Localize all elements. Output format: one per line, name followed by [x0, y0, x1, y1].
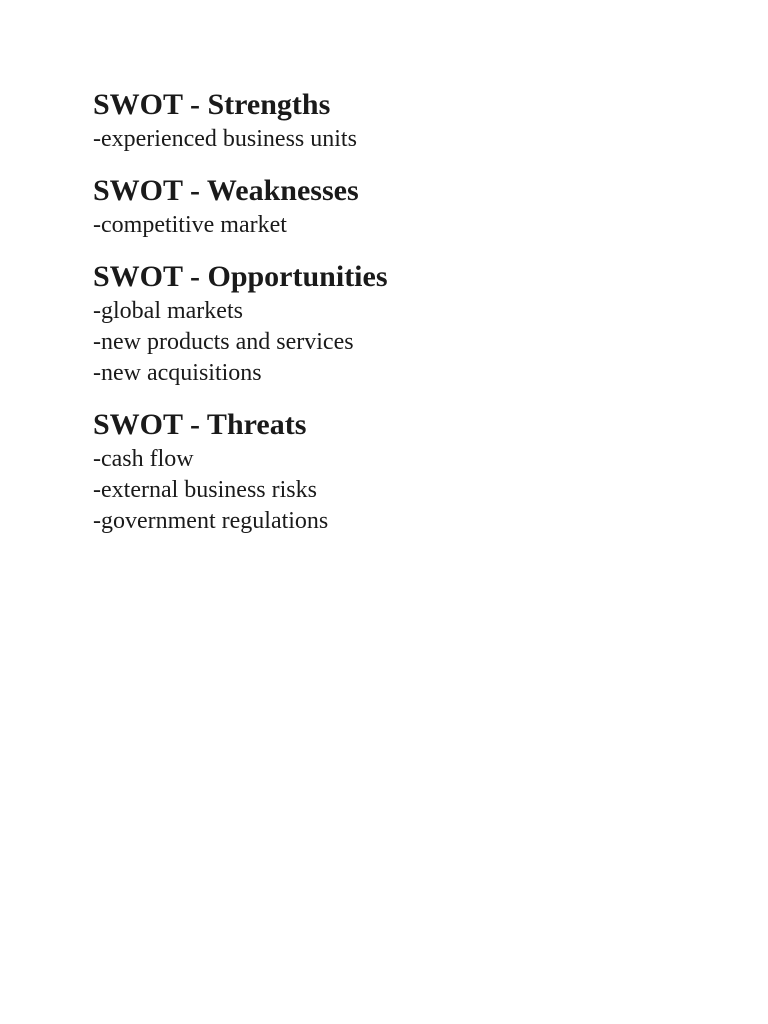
- swot-strengths-section: [93, 86, 733, 155]
- item-list: [93, 444, 733, 537]
- list-item: -new products and services: [93, 329, 354, 355]
- item-list: [93, 210, 733, 241]
- section-heading: SWOT - Opportunities: [93, 260, 388, 293]
- list-item: -global markets: [93, 298, 243, 324]
- list-item: -competitive market: [93, 212, 287, 238]
- item-list: [93, 124, 733, 155]
- swot-threats-section: [93, 406, 733, 537]
- swot-opportunities-section: [93, 258, 733, 389]
- section-heading: SWOT - Strengths: [93, 88, 331, 121]
- list-item: -cash flow: [93, 446, 194, 472]
- section-heading: SWOT - Threats: [93, 408, 307, 441]
- list-item: -experienced business units: [93, 126, 357, 152]
- list-item: -external business risks: [93, 477, 317, 503]
- swot-weaknesses-section: [93, 172, 733, 241]
- list-item: -new acquisitions: [93, 360, 262, 386]
- list-item: -government regulations: [93, 508, 329, 534]
- item-list: [93, 296, 733, 389]
- section-heading: SWOT - Weaknesses: [93, 174, 359, 207]
- document-body: [93, 86, 733, 554]
